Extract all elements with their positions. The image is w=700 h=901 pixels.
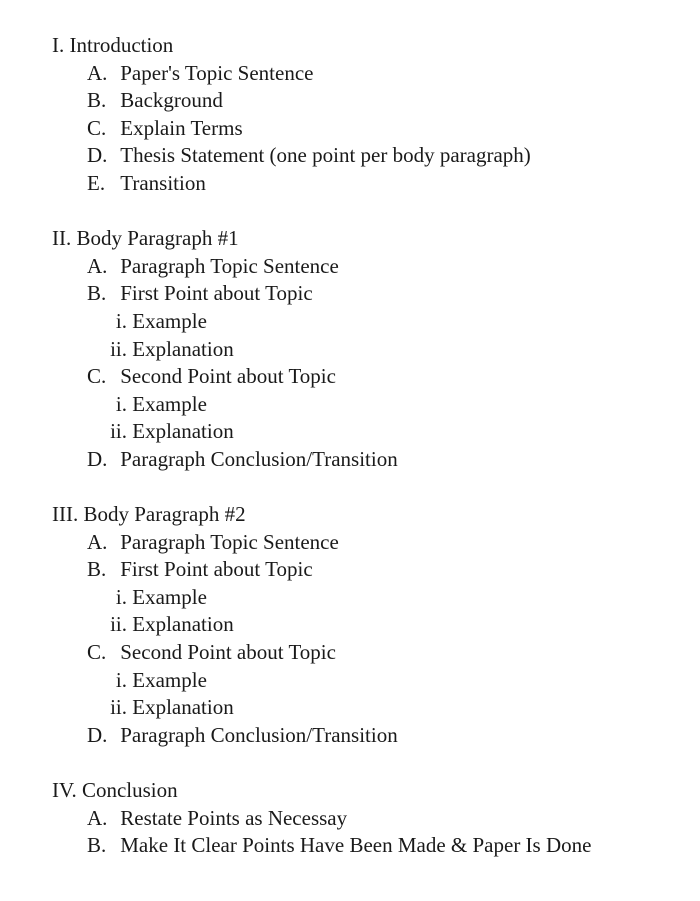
item-text: First Point about Topic	[120, 557, 313, 582]
section-heading: II. Body Paragraph #1	[52, 226, 239, 251]
outline-section	[0, 225, 700, 473]
subitem-text: Example	[132, 584, 207, 609]
subitem-text: Example	[132, 667, 207, 692]
outline-subitem	[0, 418, 700, 446]
outline-subitem	[0, 611, 700, 639]
outline-item	[0, 170, 700, 198]
outline-item	[0, 115, 700, 143]
outline-item	[0, 446, 700, 474]
subitem-marker: ii.	[110, 612, 127, 637]
outline-subitem	[0, 336, 700, 364]
outline-section	[0, 777, 700, 860]
subitem-marker: i.	[115, 391, 127, 416]
outline-subitem	[0, 694, 700, 722]
subitem-text: Explanation	[132, 612, 234, 637]
subitem-marker: ii.	[110, 695, 127, 720]
outline-item	[0, 529, 700, 557]
outline-item	[0, 363, 700, 391]
item-marker: A.	[87, 529, 108, 554]
subitem-text: Explanation	[132, 419, 234, 444]
subitem-text: Example	[132, 391, 207, 416]
item-marker: C.	[87, 640, 107, 665]
item-marker: C.	[87, 364, 107, 389]
item-text: First Point about Topic	[120, 281, 313, 306]
outline-subitem	[0, 667, 700, 695]
outline-section	[0, 501, 700, 749]
outline-item	[0, 805, 700, 833]
subitem-marker: i.	[115, 584, 127, 609]
section-heading: III. Body Paragraph #2	[52, 502, 246, 527]
section-heading: IV. Conclusion	[52, 778, 178, 803]
subitem-text: Example	[132, 308, 207, 333]
outline-subitem	[0, 584, 700, 612]
item-marker: D.	[87, 143, 108, 168]
subitem-marker: ii.	[110, 419, 127, 444]
outline-section	[0, 32, 700, 198]
item-text: Paragraph Topic Sentence	[120, 253, 339, 278]
item-text: Paragraph Conclusion/Transition	[120, 722, 398, 747]
item-marker: B.	[87, 557, 107, 582]
outline-item	[0, 639, 700, 667]
item-marker: E.	[87, 170, 106, 195]
outline-item	[0, 722, 700, 750]
item-text: Paragraph Topic Sentence	[120, 529, 339, 554]
outline-item	[0, 280, 700, 308]
item-text: Second Point about Topic	[120, 364, 336, 389]
outline-item	[0, 87, 700, 115]
outline-subitem	[0, 391, 700, 419]
outline-item	[0, 142, 700, 170]
subitem-text: Explanation	[132, 695, 234, 720]
item-text: Make It Clear Points Have Been Made & Paper Is Done	[120, 833, 592, 858]
item-text: Restate Points as Necessay	[120, 805, 348, 830]
item-marker: A.	[87, 253, 108, 278]
item-marker: A.	[87, 60, 108, 85]
item-marker: B.	[87, 833, 107, 858]
outline-subitem	[0, 308, 700, 336]
item-marker: C.	[87, 115, 107, 140]
item-text: Thesis Statement (one point per body paragraph)	[120, 143, 531, 168]
item-text: Background	[120, 88, 223, 113]
subitem-marker: i.	[115, 667, 127, 692]
item-text: Explain Terms	[120, 115, 243, 140]
item-text: Paper's Topic Sentence	[120, 60, 314, 85]
item-text: Second Point about Topic	[120, 640, 336, 665]
outline-item	[0, 253, 700, 281]
section-heading: I. Introduction	[52, 33, 174, 57]
outline-item	[0, 60, 700, 88]
item-text: Paragraph Conclusion/Transition	[120, 446, 398, 471]
essay-outline	[0, 32, 700, 887]
subitem-marker: i.	[115, 308, 127, 333]
item-marker: B.	[87, 281, 107, 306]
item-marker: D.	[87, 446, 108, 471]
item-marker: B.	[87, 88, 107, 113]
outline-item	[0, 556, 700, 584]
subitem-text: Explanation	[132, 336, 234, 361]
item-marker: D.	[87, 722, 108, 747]
item-marker: A.	[87, 805, 108, 830]
item-text: Transition	[120, 170, 206, 195]
subitem-marker: ii.	[110, 336, 127, 361]
outline-item	[0, 832, 700, 860]
